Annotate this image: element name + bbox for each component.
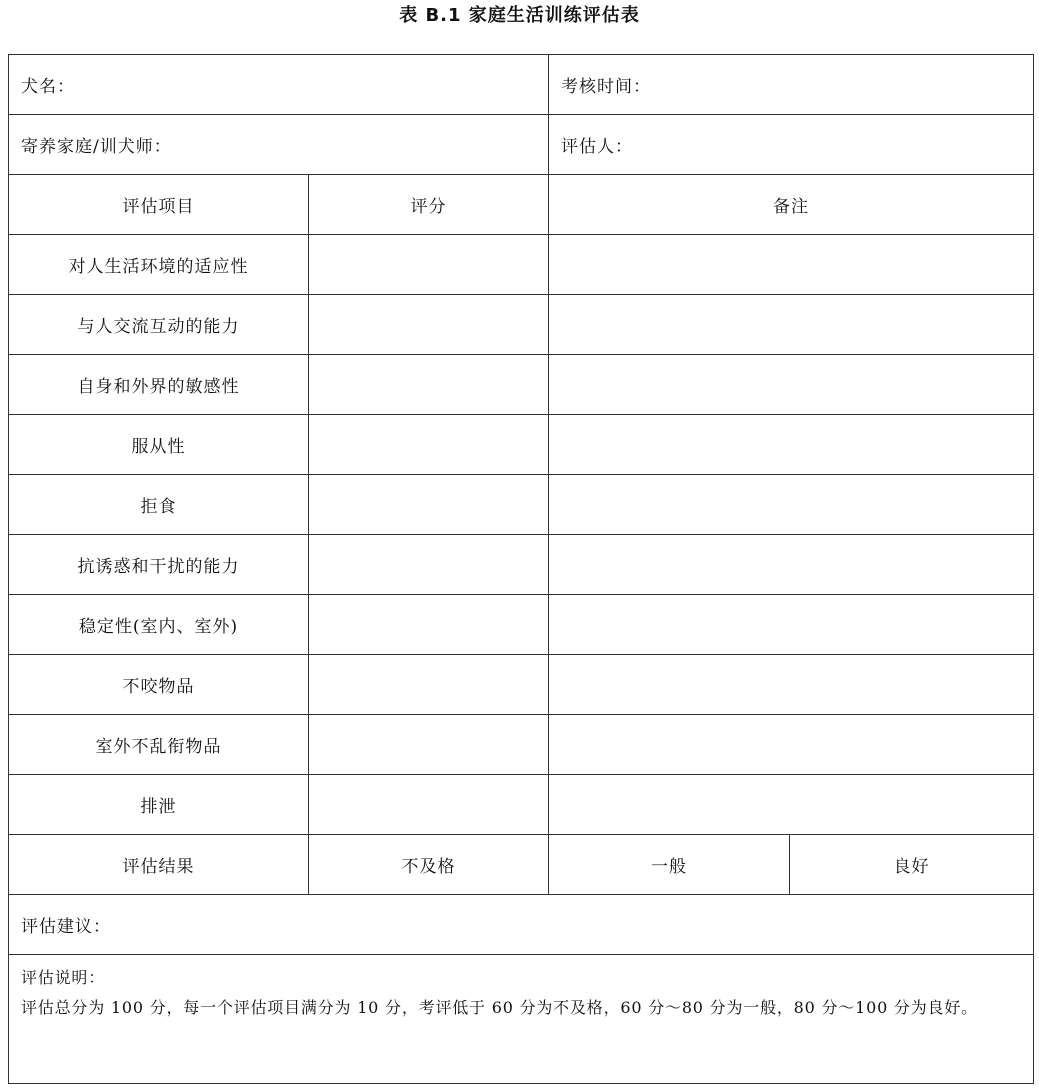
trainer-info-row [9,115,1034,175]
score-cell[interactable] [309,715,549,775]
remarks-cell[interactable] [549,595,1034,655]
item-name: 室外不乱衔物品 [9,715,309,775]
page-title: 表 B.1 家庭生活训练评估表 [399,5,640,26]
column-header-item: 评估项目 [9,175,309,235]
table-row [9,415,1034,475]
table-row [9,715,1034,775]
item-name: 对人生活环境的适应性 [9,235,309,295]
score-cell[interactable] [309,355,549,415]
item-name: 自身和外界的敏感性 [9,355,309,415]
remarks-cell[interactable] [549,235,1034,295]
table-row [9,475,1034,535]
dog-name-field[interactable]: 犬名： [9,55,549,115]
item-name: 服从性 [9,415,309,475]
remarks-cell[interactable] [549,415,1034,475]
notes-text: 评估总分为 100 分，每一个评估项目满分为 10 分，考评低于 60 分为不及格，60 分～80 分为一般，80 分～100 分为良好。 [21,998,978,1017]
result-option-fail[interactable]: 不及格 [309,835,549,895]
column-header-score: 评分 [309,175,549,235]
score-cell[interactable] [309,415,549,475]
table-row [9,355,1034,415]
item-name: 稳定性(室内、室外) [9,595,309,655]
remarks-cell[interactable] [549,715,1034,775]
column-header-row [9,175,1034,235]
table-row [9,595,1034,655]
assessor-field[interactable]: 评估人： [549,115,1034,175]
result-label: 评估结果 [9,835,309,895]
score-cell[interactable] [309,535,549,595]
remarks-cell[interactable] [549,475,1034,535]
dog-info-row [9,55,1034,115]
score-cell[interactable] [309,475,549,535]
exam-time-field[interactable]: 考核时间： [549,55,1034,115]
item-name: 与人交流互动的能力 [9,295,309,355]
assessment-table [8,54,1034,1084]
table-row [9,775,1034,835]
score-cell[interactable] [309,295,549,355]
table-row [9,655,1034,715]
suggestion-row [9,895,1034,955]
remarks-cell[interactable] [549,655,1034,715]
remarks-cell[interactable] [549,295,1034,355]
table-row [9,535,1034,595]
remarks-cell[interactable] [549,535,1034,595]
item-name: 拒食 [9,475,309,535]
suggestion-field[interactable]: 评估建议： [9,895,1034,955]
score-cell[interactable] [309,595,549,655]
table-row [9,295,1034,355]
item-name: 不咬物品 [9,655,309,715]
result-option-average[interactable]: 一般 [549,835,790,895]
score-cell[interactable] [309,655,549,715]
result-row [9,835,1034,895]
notes-cell [9,955,1034,1084]
score-cell[interactable] [309,775,549,835]
remarks-cell[interactable] [549,355,1034,415]
notes-row [9,955,1034,1084]
column-header-remarks: 备注 [549,175,1034,235]
table-row [9,235,1034,295]
score-cell[interactable] [309,235,549,295]
foster-trainer-field[interactable]: 寄养家庭/训犬师： [9,115,549,175]
notes-label: 评估说明： [21,968,106,987]
item-name: 排泄 [9,775,309,835]
remarks-cell[interactable] [549,775,1034,835]
result-option-good[interactable]: 良好 [790,835,1034,895]
item-name: 抗诱惑和干扰的能力 [9,535,309,595]
